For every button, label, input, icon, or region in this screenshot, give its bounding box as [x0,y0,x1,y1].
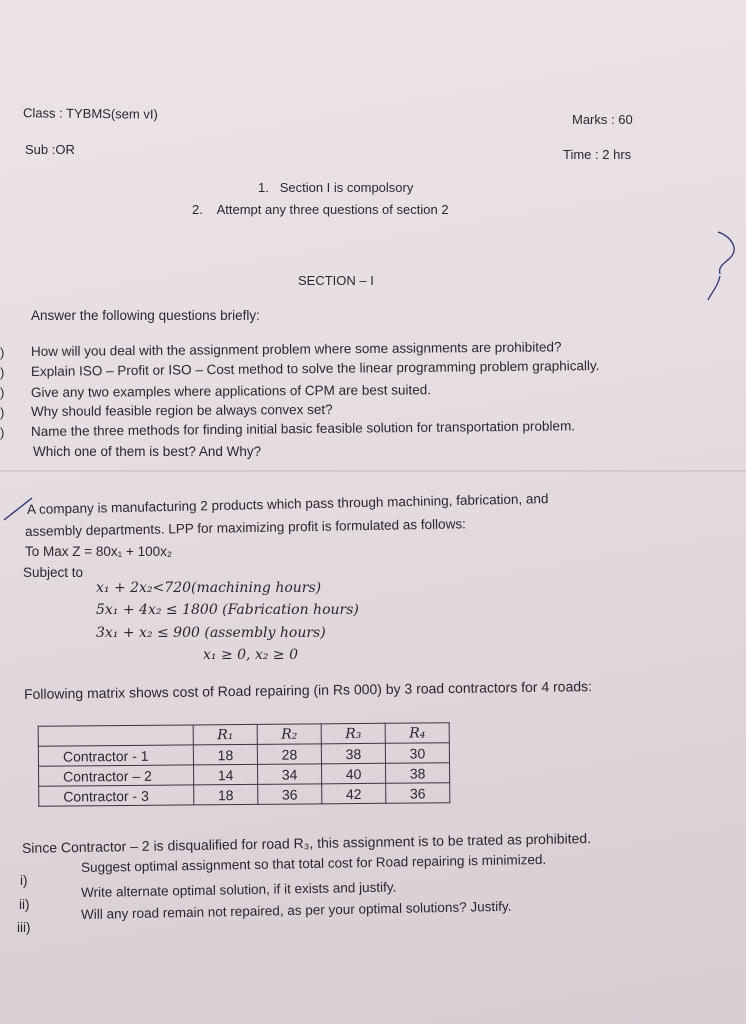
row-label: Contractor – 2 [39,765,194,786]
margin-mark: ) [0,425,5,440]
table-cell: 40 [321,763,385,784]
matrix-intro: Following matrix shows cost of Road repairing (in Rs 000) by 3 road contractors for 4 roads: [23,678,593,702]
table-header-cell: R₄ [385,723,449,744]
table-cell: 18 [193,744,257,765]
marks-label: Marks : 60 [572,112,633,127]
time-label: Time : 2 hrs [563,147,632,162]
sub-question-number: ii) [19,897,30,912]
table-cell: 28 [257,744,321,765]
since-text: Since Contractor – 2 is disqualified for road R₃, this assignment is to be trated as prohibited. [21,830,592,856]
sub-question-text: Write alternate optimal solution, if it exists and justify. [80,879,397,900]
table-cell: 30 [385,743,449,764]
instruction-number: 2. [192,202,203,217]
brief-question: Name the three methods for finding initial basic feasible solution for transportation problem. [30,418,576,439]
pen-question-mark [700,226,744,306]
section-title: SECTION – I [298,273,374,288]
margin-mark: ) [0,405,5,420]
subject-label: Sub :OR [25,142,75,157]
table-cell: 38 [385,763,449,784]
instruction-text: Attempt any three questions of section 2 [216,202,449,217]
margin-mark: ) [0,365,5,380]
table-header-cell [38,725,193,746]
brief-question: Which one of them is best? And Why? [33,444,262,459]
margin-mark: ) [0,385,5,400]
table-cell: 42 [322,783,386,804]
cost-matrix-table [38,722,451,807]
sub-question-text: Will any road remain not repaired, as per your optimal solutions? Justify. [80,898,512,922]
instruction-1 [258,180,413,195]
sub-question-number: i) [20,873,28,888]
table-cell: 18 [194,784,258,805]
sub-question-text: Suggest optimal assignment so that total cost for Road repairing is minimized. [80,851,547,875]
instruction-number: 1. [258,180,269,195]
table-cell: 38 [321,743,385,764]
table-cell: 36 [258,784,322,805]
lpp-line-1: A company is manufacturing 2 products which pass through machining, fabrication, and [26,491,549,517]
lpp-constraint: x₁ ≥ 0, x₂ ≥ 0 [203,647,298,663]
brief-question: Why should feasible region be always convex set? [30,401,333,419]
instruction-2 [192,202,449,217]
lpp-objective: To Max Z = 80x₁ + 100x₂ [25,544,173,559]
lpp-line-2: assembly departments. LPP for maximizing profit is formulated as follows: [24,516,467,539]
brief-question: Explain ISO – Profit or ISO – Cost method to solve the linear programming problem graphically. [30,358,600,379]
lpp-subject-to: Subject to [23,565,84,580]
margin-mark: ) [0,345,5,360]
table-header-cell: R₁ [193,724,257,745]
table-header-cell: R₂ [257,724,321,745]
table-header-cell: R₃ [321,723,385,744]
lpp-constraint: 3x₁ + x₂ ≤ 900 (assembly hours) [96,625,326,641]
brief-question: Give any two examples where applications of CPM are best suited. [30,382,431,400]
paper-fold [0,470,746,472]
table-row [39,783,450,807]
lpp-constraint: x₁ + 2x₂<720(machining hours) [96,580,322,596]
table-cell: 36 [386,783,450,804]
class-label: Class : TYBMS(sem vI) [22,105,158,122]
brief-question: How will you deal with the assignment problem where some assignments are prohibited? [30,339,562,359]
brief-intro: Answer the following questions briefly: [31,308,260,323]
sub-question-number: iii) [17,920,31,935]
row-label: Contractor - 1 [38,745,193,766]
lpp-constraint: 5x₁ + 4x₂ ≤ 1800 (Fabrication hours) [96,602,359,618]
table-cell: 14 [194,764,258,785]
table-cell: 34 [257,764,321,785]
row-label: Contractor - 3 [39,785,194,806]
instruction-text: Section I is compolsory [279,180,414,195]
